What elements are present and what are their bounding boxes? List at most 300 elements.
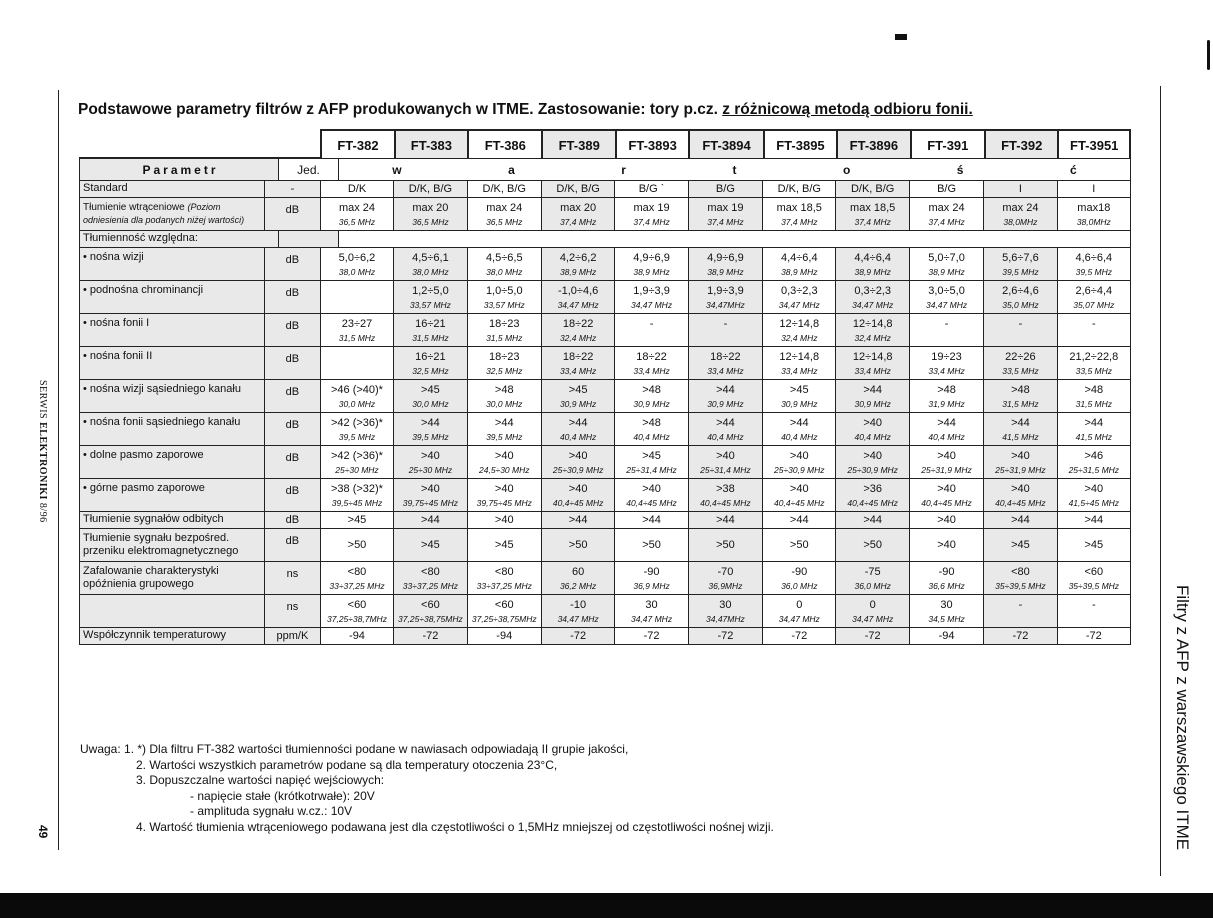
- value-frequency: 25÷31,5 MHz: [1068, 465, 1120, 475]
- value-main: >44: [937, 417, 956, 429]
- value-cell: [689, 413, 763, 446]
- row-label: [79, 479, 265, 512]
- value-main: -: [723, 318, 728, 330]
- value-cell: [1058, 562, 1131, 595]
- value-cell: [910, 562, 984, 595]
- value-main: >44: [421, 514, 440, 526]
- value-cell: [689, 512, 763, 529]
- value-cell: [763, 512, 836, 529]
- value-main: 30: [940, 599, 953, 611]
- value-cell: [763, 198, 836, 231]
- value-frequency: 39,5 MHz: [1075, 267, 1112, 277]
- value-main: 1,9÷3,9: [707, 285, 744, 297]
- note-line: - amplituda sygnału w.cz.: 10V: [190, 804, 353, 818]
- value-cell: [394, 479, 467, 512]
- value-cell: [1058, 347, 1131, 380]
- value-frequency: 34,47MHz: [706, 300, 745, 310]
- values-header-letter: w: [392, 163, 402, 177]
- value-main: >40: [863, 417, 882, 429]
- table-row: [79, 446, 1131, 479]
- value-frequency: 25÷30 MHz: [335, 465, 379, 475]
- value-cell: [689, 529, 763, 562]
- row-label: [79, 347, 265, 380]
- value-frequency: 33,4 MHz: [854, 366, 891, 376]
- value-frequency: 39,75÷45 MHz: [476, 498, 532, 508]
- value-main: 4,5÷6,1: [412, 252, 449, 264]
- row-label-text: Współczynnik temperaturowy: [83, 629, 227, 641]
- value-main: >45: [1011, 539, 1030, 551]
- value-cell: [394, 181, 467, 198]
- value-main: >40: [494, 514, 514, 526]
- value-frequency: 36,9MHz: [708, 581, 743, 591]
- row-label-text: • nośna fonii I: [83, 317, 150, 329]
- value-frequency: 34,47 MHz: [925, 300, 968, 310]
- value-cell: [984, 446, 1057, 479]
- row-label: [79, 181, 265, 198]
- value-main: max 18,5: [850, 202, 896, 214]
- row-unit: dB: [265, 479, 321, 512]
- value-main: >44: [1011, 417, 1030, 429]
- value-frequency: 39,5 MHz: [1002, 267, 1039, 277]
- value-cell: [394, 413, 467, 446]
- value-frequency: 33,4 MHz: [559, 366, 597, 376]
- value-frequency: 37,4 MHz: [928, 217, 965, 227]
- row-label-text: • podnośna chrominancji: [83, 284, 204, 296]
- row-label: [79, 595, 265, 628]
- title-main: Podstawowe parametry filtrów z AFP produkowanych w ITME. Zastosowanie: tory p.cz.: [78, 101, 723, 118]
- value-main: 0: [796, 599, 803, 611]
- value-frequency: 36,0 MHz: [854, 581, 891, 591]
- value-cell: [321, 347, 394, 380]
- value-frequency: 32,4 MHz: [559, 333, 597, 343]
- table-header-row: [79, 129, 1131, 159]
- value-cell: [1058, 281, 1131, 314]
- value-main: >40: [789, 450, 809, 462]
- value-frequency: 34,47 MHz: [630, 614, 673, 624]
- value-main: >38: [716, 483, 735, 495]
- value-main: >45: [568, 384, 588, 396]
- value-main: [321, 347, 393, 349]
- model-header-ft-392: FT-392: [984, 129, 1057, 159]
- value-main: >44: [1084, 514, 1104, 526]
- value-main: 4,5÷6,5: [485, 252, 523, 264]
- value-cell: [910, 281, 984, 314]
- value-main: >40: [568, 483, 588, 495]
- value-frequency: 31,5 MHz: [338, 333, 376, 343]
- value-frequency: 40,4 MHz: [854, 432, 891, 442]
- value-frequency: 39,75÷45 MHz: [402, 498, 458, 508]
- value-cell: [321, 198, 394, 231]
- value-frequency: 40,4 MHz: [781, 432, 818, 442]
- value-main: >42 (>36)*: [330, 417, 383, 429]
- value-frequency: 37,4 MHz: [707, 217, 744, 227]
- value-cell: [542, 181, 615, 198]
- value-main: -: [649, 318, 654, 330]
- value-main: >48: [1011, 384, 1030, 396]
- value-cell: [615, 347, 688, 380]
- value-frequency: 25÷31,4 MHz: [700, 465, 751, 475]
- value-frequency: 41,5 MHz: [1002, 432, 1039, 442]
- row-unit: dB: [265, 314, 321, 347]
- value-main: 4,2÷6,2: [559, 252, 597, 264]
- page-title: [78, 101, 973, 119]
- value-main: -: [1091, 318, 1096, 330]
- value-main: >48: [642, 384, 661, 396]
- value-frequency: 25÷31,9 MHz: [995, 465, 1046, 475]
- value-cell: [763, 562, 836, 595]
- row-unit: ns: [265, 595, 321, 628]
- value-cell: [763, 479, 836, 512]
- value-cell: [763, 314, 836, 347]
- row-label-text: Tłumienie sygnałów odbitych: [83, 513, 224, 525]
- value-cell: [542, 380, 615, 413]
- table-row: [79, 595, 1131, 628]
- value-cell: [542, 281, 615, 314]
- row-label: [79, 231, 279, 248]
- value-cell: [984, 380, 1057, 413]
- table-row: [79, 380, 1131, 413]
- value-frequency: 37,4 MHz: [559, 217, 597, 227]
- value-cell: [836, 529, 909, 562]
- value-cell: [394, 562, 467, 595]
- value-cell: [836, 281, 909, 314]
- value-cell: [984, 198, 1057, 231]
- row-label: [79, 562, 265, 595]
- value-frequency: 38,9 MHz: [854, 267, 891, 277]
- value-cell: [1058, 248, 1131, 281]
- value-frequency: 30,0 MHz: [412, 399, 449, 409]
- value-main: max 18,5: [776, 202, 822, 214]
- value-cell: [984, 281, 1057, 314]
- value-main: 0,3÷2,3: [854, 285, 891, 297]
- note-line: 4. Wartość tłumienia wtrąceniowego podawana jest dla częstotliwości o 1,5MHz mniejszej od częstotliwości nośnej wizji.: [136, 819, 774, 834]
- value-frequency: 30,9 MHz: [559, 399, 597, 409]
- value-main: 1,9÷3,9: [633, 285, 670, 297]
- value-main: 60: [572, 566, 585, 578]
- value-cell: [836, 595, 909, 628]
- model-header-ft-3896: FT-3896: [836, 129, 909, 159]
- value-main: -72: [570, 630, 587, 642]
- value-cell: [984, 248, 1057, 281]
- value-frequency: 40,4 MHz: [559, 432, 597, 442]
- row-label: [79, 380, 265, 413]
- value-cell: [984, 347, 1057, 380]
- model-header-ft-382: FT-382: [320, 129, 393, 159]
- value-cell: [394, 380, 467, 413]
- value-frequency: 40,4 MHz: [707, 432, 744, 442]
- table-row: [79, 562, 1131, 595]
- row-unit: dB: [265, 248, 321, 281]
- value-cell: [542, 314, 615, 347]
- value-frequency: 31,9 MHz: [928, 399, 965, 409]
- value-cell: [984, 314, 1057, 347]
- value-cell: [984, 413, 1057, 446]
- value-cell: [689, 446, 763, 479]
- value-main: -72: [1085, 630, 1102, 642]
- value-main: -75: [864, 566, 881, 578]
- value-cell: [321, 562, 394, 595]
- values-header-letter: ś: [956, 163, 964, 177]
- value-cell: [321, 512, 394, 529]
- value-cell: [836, 198, 909, 231]
- value-frequency: 39,5÷45 MHz: [331, 498, 383, 508]
- value-frequency: 40,4÷45 MHz: [700, 498, 751, 508]
- row-unit: dB: [265, 512, 321, 529]
- value-frequency: 32,5 MHz: [486, 366, 523, 376]
- value-cell: [468, 181, 542, 198]
- value-frequency: 25÷31,9 MHz: [921, 465, 972, 475]
- value-cell: [615, 413, 688, 446]
- value-cell: [836, 562, 909, 595]
- value-frequency: 33,57 MHz: [483, 300, 525, 310]
- value-frequency: 33,57 MHz: [409, 300, 451, 310]
- value-frequency: 35,0 MHz: [1002, 300, 1039, 310]
- value-cell: [1058, 529, 1131, 562]
- value-main: >40: [494, 483, 514, 495]
- value-cell: [836, 248, 909, 281]
- value-main: -94: [938, 630, 955, 642]
- table-row: [79, 529, 1131, 562]
- value-main: max 20: [412, 202, 449, 214]
- value-cell: [394, 347, 467, 380]
- value-cell: [542, 347, 615, 380]
- value-cell: [910, 446, 984, 479]
- row-label-text: • nośna wizji sąsiedniego kanału: [83, 383, 241, 395]
- values-header-letter: o: [842, 163, 851, 177]
- value-frequency: 30,0 MHz: [338, 399, 376, 409]
- value-cell: [689, 248, 763, 281]
- value-frequency: 34,47MHz: [706, 614, 745, 624]
- row-unit: -: [265, 181, 321, 198]
- value-frequency: 25÷31,4 MHz: [626, 465, 677, 475]
- value-cell: [394, 314, 467, 347]
- value-frequency: 40,4÷45 MHz: [626, 498, 677, 508]
- value-cell: [984, 479, 1057, 512]
- table-row: [79, 628, 1131, 645]
- value-main: >40: [789, 483, 809, 495]
- value-main: 2,6÷4,4: [1075, 285, 1113, 297]
- param-column-header: Parametr: [79, 159, 279, 181]
- value-main: >46: [1084, 450, 1104, 462]
- value-frequency: 30,9 MHz: [854, 399, 891, 409]
- value-cell: [763, 181, 836, 198]
- value-frequency: 32,4 MHz: [781, 333, 818, 343]
- value-cell: [542, 512, 615, 529]
- value-main: 22÷26: [1005, 351, 1036, 363]
- row-label: [79, 281, 265, 314]
- values-header-letter: r: [621, 163, 626, 177]
- row-label: [79, 314, 265, 347]
- value-cell: [689, 380, 763, 413]
- value-main: 0: [869, 599, 876, 611]
- value-main: -: [1018, 318, 1023, 330]
- edge-mark: [1207, 40, 1210, 70]
- scan-bottom-edge: [0, 893, 1213, 918]
- value-main: <80: [1011, 566, 1030, 578]
- table-row: [79, 198, 1131, 231]
- value-cell: [542, 413, 615, 446]
- value-cell: [689, 314, 763, 347]
- value-frequency: 38,0 MHz: [338, 267, 376, 277]
- value-cell: [1058, 198, 1131, 231]
- value-cell: [984, 529, 1057, 562]
- value-frequency: 33÷37,25 MHz: [402, 581, 458, 591]
- value-main: -1,0÷4,6: [557, 285, 599, 297]
- model-header-ft-3893: FT-3893: [615, 129, 688, 159]
- value-main: 16÷21: [415, 318, 446, 330]
- row-label: [79, 512, 265, 529]
- value-cell: [468, 347, 542, 380]
- value-main: 18÷22: [562, 351, 594, 363]
- value-cell: [321, 628, 394, 645]
- value-main: >44: [421, 417, 440, 429]
- value-cell: [468, 446, 542, 479]
- value-frequency: 36,5 MHz: [338, 217, 376, 227]
- value-cell: [468, 248, 542, 281]
- value-frequency: 40,4 MHz: [928, 432, 965, 442]
- row-unit: dB: [265, 413, 321, 446]
- value-main: >44: [1011, 514, 1030, 526]
- value-main: I: [1092, 183, 1096, 195]
- value-frequency: 38,9 MHz: [928, 267, 965, 277]
- value-main: >40: [1084, 483, 1104, 495]
- row-unit: dB: [265, 347, 321, 380]
- value-frequency: 40,4÷45 MHz: [921, 498, 972, 508]
- value-main: -: [944, 318, 949, 330]
- value-main: -94: [349, 630, 365, 642]
- running-head-magazine: ELEKTRONIKI: [37, 422, 48, 500]
- value-main: >38 (>32)*: [330, 483, 383, 495]
- row-label-text: • dolne pasmo zaporowe: [83, 449, 204, 461]
- table-row: [79, 413, 1131, 446]
- value-frequency: 36,9 MHz: [633, 581, 670, 591]
- value-cell: [1058, 595, 1131, 628]
- value-frequency: 41,5 MHz: [1075, 432, 1112, 442]
- value-frequency: 40,4÷45 MHz: [774, 498, 825, 508]
- value-main: max18: [1077, 202, 1111, 214]
- page-number: 49: [36, 825, 50, 839]
- value-cell: [763, 248, 836, 281]
- value-cell: [984, 562, 1057, 595]
- value-frequency: 25÷30,9 MHz: [774, 465, 825, 475]
- value-cell: [763, 628, 836, 645]
- value-cell: [468, 595, 542, 628]
- value-main: -72: [791, 630, 808, 642]
- value-main: max 24: [486, 202, 523, 214]
- row-label-text: Tłumienność względna:: [83, 232, 198, 244]
- value-main: 30: [645, 599, 658, 611]
- row-label-text: Zafalowanie charakterystyki opóźnienia grupowego: [83, 565, 219, 590]
- value-cell: [910, 628, 984, 645]
- value-frequency: 34,47 MHz: [630, 300, 673, 310]
- value-main: >44: [568, 514, 588, 526]
- value-main: <60: [347, 599, 367, 611]
- value-cell: [910, 181, 984, 198]
- right-margin-rule: [1160, 86, 1161, 876]
- value-frequency: 36,5 MHz: [486, 217, 523, 227]
- value-main: 18÷23: [489, 351, 520, 363]
- value-frequency: 38,9 MHz: [633, 267, 670, 277]
- value-frequency: 31,5 MHz: [486, 333, 523, 343]
- value-main: 12÷14,8: [852, 351, 893, 363]
- value-main: 23÷27: [341, 318, 373, 330]
- values-header-letter: a: [508, 163, 515, 177]
- value-cell: [910, 380, 984, 413]
- values-header-letter: ć: [1069, 163, 1077, 177]
- model-header-ft-3894: FT-3894: [688, 129, 762, 159]
- header-spacer: [79, 129, 265, 159]
- title-underlined: z różnicową metodą odbioru fonii.: [722, 101, 973, 118]
- value-main: D/K: [347, 183, 367, 195]
- table-row: [79, 231, 1131, 248]
- value-main: >44: [1084, 417, 1104, 429]
- value-main: >40: [716, 450, 735, 462]
- value-cell: [468, 628, 542, 645]
- model-header-ft-386: FT-386: [467, 129, 541, 159]
- value-main: >44: [863, 384, 882, 396]
- value-main: -90: [938, 566, 955, 578]
- value-main: 4,4÷6,4: [780, 252, 818, 264]
- value-main: max 19: [633, 202, 670, 214]
- value-main: [321, 281, 393, 283]
- value-frequency: 38,9 MHz: [707, 267, 744, 277]
- value-main: -90: [791, 566, 808, 578]
- note-line: - napięcie stałe (krótkotrwałe): 20V: [190, 788, 375, 803]
- value-main: D/K, B/G: [408, 183, 453, 195]
- value-cell: [394, 595, 467, 628]
- value-main: -72: [1012, 630, 1029, 642]
- value-cell: [1058, 314, 1131, 347]
- value-frequency: 34,47 MHz: [852, 614, 894, 624]
- value-cell: [910, 595, 984, 628]
- value-frequency: 36,6 MHz: [928, 581, 965, 591]
- value-cell: [321, 281, 394, 314]
- value-main: B/G: [937, 183, 957, 195]
- value-main: max 20: [560, 202, 597, 214]
- value-frequency: 35÷39,5 MHz: [1068, 581, 1120, 591]
- value-main: 12÷14,8: [779, 318, 820, 330]
- value-main: >50: [347, 539, 367, 551]
- value-cell: [763, 595, 836, 628]
- value-cell: [836, 413, 909, 446]
- value-frequency: 33,4 MHz: [928, 366, 965, 376]
- header-spacer: [265, 129, 321, 159]
- value-cell: [321, 181, 394, 198]
- value-main: -: [1018, 599, 1023, 611]
- value-cell: [321, 314, 394, 347]
- value-main: max 24: [928, 202, 965, 214]
- value-main: 18÷22: [562, 318, 594, 330]
- value-main: D/K, B/G: [482, 183, 526, 195]
- value-main: >40: [863, 450, 882, 462]
- value-main: 30: [719, 599, 732, 611]
- values-header-letter: t: [732, 163, 737, 177]
- value-cell: [615, 512, 688, 529]
- value-cell: [321, 479, 394, 512]
- value-main: >50: [642, 539, 661, 551]
- value-frequency: 37,4 MHz: [633, 217, 670, 227]
- value-cell: [836, 314, 909, 347]
- value-cell: [321, 380, 394, 413]
- value-cell: [836, 347, 909, 380]
- value-cell: [321, 446, 394, 479]
- value-main: >44: [716, 417, 735, 429]
- value-cell: [910, 413, 984, 446]
- value-frequency: 39,5 MHz: [412, 432, 449, 442]
- value-frequency: 39,5 MHz: [486, 432, 523, 442]
- value-main: 1,2÷5,0: [412, 285, 449, 297]
- row-unit: [279, 231, 339, 248]
